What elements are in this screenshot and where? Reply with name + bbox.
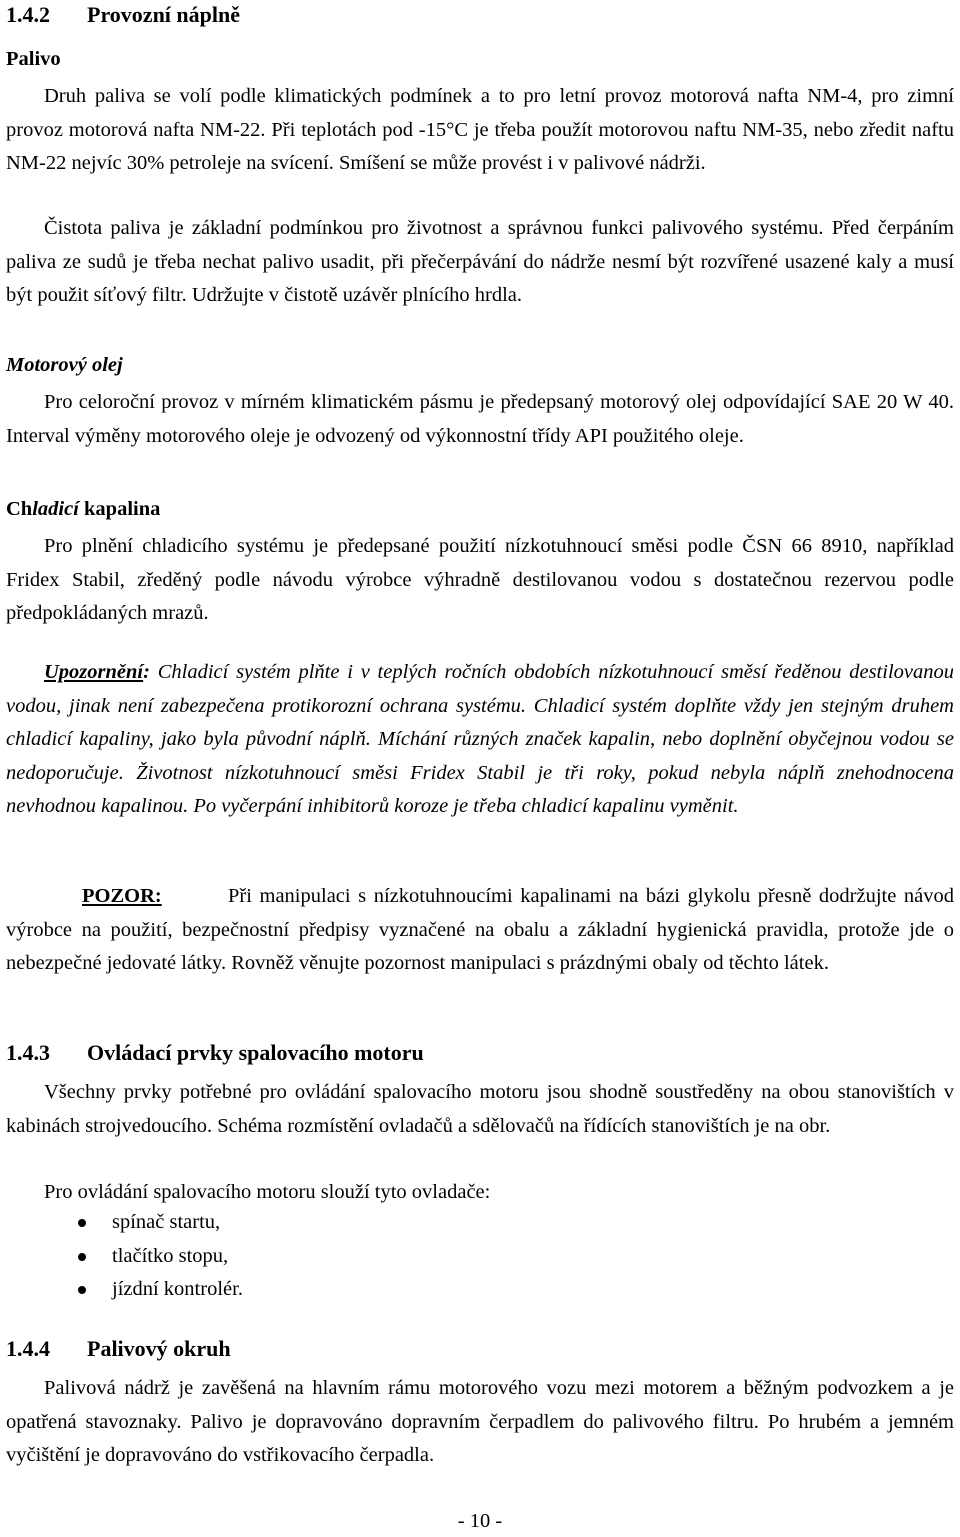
controls-paragraph-2: Pro ovládání spalovacího motoru slouží tyto ovladače: bbox=[44, 1181, 491, 1203]
section-number: 1.4.4 bbox=[6, 1336, 50, 1361]
section-number: 1.4.2 bbox=[6, 2, 50, 27]
section-title: Provozní náplně bbox=[87, 2, 241, 27]
warning-colon: : bbox=[143, 661, 150, 683]
oil-paragraph: Pro celoroční provoz v mírném klimatickém pásmu je předepsaný motorový olej odpovídající SAE 20 W 40. Interval výměny motorového oleje je odvozený od výkonnostní třídy API použitého oleje. bbox=[6, 391, 954, 447]
section-heading-1-4-4 bbox=[6, 1334, 954, 1364]
bullet-icon bbox=[78, 1253, 86, 1261]
warning-text: Chladicí systém plňte i v teplých ročních obdobích nízkotuhnoucí směsí ředěnou destilovanou vodou, jinak není zabezpečena protikorozní ochrana systému. Chladicí systém doplňte vždy jen stejným druhem chladicí kapaliny, jako byla původní náplň. Míchání různých značek kapalin, nebo doplnění obyčejnou vodou se nedoporučuje. Životnost nízkotuhnoucí směsi Fridex Stabil je tři roky, pokud nebyla náplň znehodnocena nevhodnou kapalinou. Po vyčerpání inhibitorů koroze je třeba chladicí kapalinu vyměnit. bbox=[6, 661, 954, 817]
oil-heading: Motorový olej bbox=[6, 354, 123, 376]
section-title: Ovládací prvky spalovacího motoru bbox=[87, 1040, 424, 1065]
warning-paragraph bbox=[6, 656, 954, 824]
section-heading-1-4-2 bbox=[6, 0, 954, 30]
coolant-heading-part-2: ladicí bbox=[32, 498, 79, 520]
fuel-paragraph-1: Druh paliva se volí podle klimatických podmínek a to pro letní provoz motorová nafta NM-4, pro zimní provoz motorová nafta NM-22. Při teplotách pod -15°C je třeba použít motorovou naftu NM-35, nebo zředit naftu NM-22 nejvíc 30% petroleje na svícení. Smíšení se může provést i v palivové nádrži. bbox=[6, 85, 954, 174]
list-item-label: tlačítko stopu, bbox=[112, 1244, 229, 1267]
coolant-heading-part-3: kapalina bbox=[78, 498, 161, 520]
section-title: Palivový okruh bbox=[87, 1336, 231, 1361]
list-item bbox=[6, 1206, 954, 1240]
section-number: 1.4.3 bbox=[6, 1040, 50, 1065]
warning-label: Upozornění bbox=[44, 661, 144, 683]
list-item-label: spínač startu, bbox=[112, 1211, 221, 1233]
bullet-icon bbox=[78, 1286, 86, 1294]
fuel-heading: Palivo bbox=[6, 48, 61, 70]
bullet-icon bbox=[78, 1219, 86, 1227]
controls-list bbox=[6, 1206, 954, 1307]
controls-paragraph-1: Všechny prvky potřebné pro ovládání spalovacího motoru jsou shodně soustředěny na obou stanovištích v kabinách strojvedoucího. Schéma rozmístění ovladačů a sdělovačů na řídících stanovištích je na obr. bbox=[6, 1081, 954, 1137]
caution-text: Při manipulaci s nízkotuhnoucími kapalinami na bázi glykolu přesně dodržujte návod výrobce na použití, bezpečnostní předpisy vyznačené na obalu a základní hygienická pravidla, protože jde o nebezpečné jedovaté látky. Rovněž věnujte pozornost manipulaci s prázdnými obaly od těchto látek. bbox=[6, 885, 954, 974]
fuel-circuit-paragraph: Palivová nádrž je zavěšená na hlavním rámu motorového vozu mezi motorem a běžným podvozkem a je opatřená stavoznaky. Palivo je dopravováno dopravním čerpadlem do palivového filtru. Po hrubém a jemném vyčištění je dopravováno do vstřikovacího čerpadla. bbox=[6, 1377, 954, 1466]
fuel-paragraph-2: Čistota paliva je základní podmínkou pro životnost a správnou funkci palivového systému. Před čerpáním paliva ze sudů je třeba nechat palivo usadit, při přečerpávání do nádrže nesmí být rozvířené usazené kaly a musí být použit síťový filtr. Udržujte v čistotě uzávěr plnícího hrdla. bbox=[6, 217, 954, 306]
section-heading-1-4-3 bbox=[6, 1038, 954, 1068]
caution-label: POZOR: bbox=[82, 885, 162, 907]
coolant-paragraph: Pro plnění chladicího systému je předepsané použití nízkotuhnoucí směsi podle ČSN 66 8910, například Fridex Stabil, zředěný podle návodu výrobce výhradně destilovanou vodou s dostatečnou rezervou podle předpokládaných mrazů. bbox=[6, 535, 954, 624]
list-item bbox=[6, 1240, 954, 1274]
list-item bbox=[6, 1273, 954, 1307]
page-number: - 10 - bbox=[457, 1510, 503, 1532]
list-item-label: jízdní kontrolér. bbox=[112, 1278, 243, 1300]
caution-paragraph bbox=[6, 880, 954, 981]
coolant-heading-part-1: Ch bbox=[6, 498, 33, 520]
coolant-heading bbox=[6, 494, 954, 524]
